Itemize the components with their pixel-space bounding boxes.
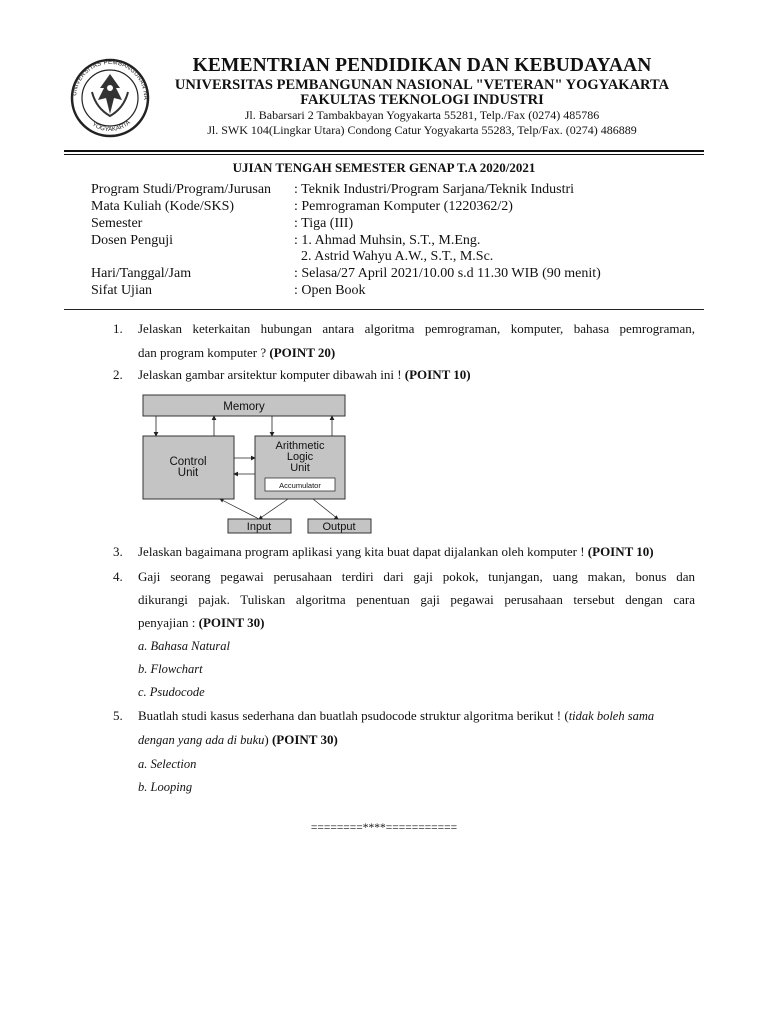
info-value: : Open Book: [294, 283, 366, 298]
question-number: 3.: [113, 544, 123, 559]
question-points: (POINT 20): [269, 345, 336, 360]
end-of-exam-mark: ========****===========: [310, 822, 458, 834]
question-text: dan program komputer ?: [138, 345, 270, 360]
arrow: [259, 499, 288, 519]
question-3: [0, 541, 768, 563]
option-item: b. Looping: [138, 780, 193, 794]
accumulator-label: Accumulator: [279, 481, 321, 490]
info-divider: [64, 309, 704, 310]
faculty-name: FAKULTAS TEKNOLOGI INDUSTRI: [300, 92, 544, 108]
alu-label: Unit: [290, 462, 310, 474]
question-text: Gaji seorang pegawai perusahaan terdiri dari gaji pokok, tunjangan, uang makan, bonus dan: [138, 569, 695, 584]
question-text: Jelaskan gambar arsitektur komputer dibawah ini !: [138, 367, 405, 382]
alu-label: Arithmetic: [275, 440, 325, 452]
address-line-2: Jl. SWK 104(Lingkar Utara) Condong Catur Yogyakarta 55283, Telp/Fax. (0274) 486889: [207, 123, 637, 137]
info-value: : Tiga (III): [294, 216, 354, 231]
address-line-1: Jl. Babarsari 2 Tambakbayan Yogyakarta 55281, Telp./Fax (0274) 485786: [244, 108, 600, 122]
control-unit-label: Control: [169, 456, 207, 468]
option-item: a. Selection: [138, 757, 197, 771]
question-5: [0, 705, 768, 795]
question-number: 4.: [113, 569, 123, 584]
memory-label: Memory: [223, 401, 265, 413]
question-text: Buatlah studi kasus sederhana dan buatlah psudocode struktur algoritma berikut ! (: [138, 708, 569, 723]
info-value: 2. Astrid Wahyu A.W., S.T., M.Sc.: [294, 249, 494, 264]
info-value: : Selasa/27 April 2021/10.00 s.d 11.30 WIB (90 menit): [294, 266, 601, 281]
control-unit-label: Unit: [177, 467, 199, 479]
question-4: [0, 566, 768, 699]
question-number: 5.: [113, 708, 123, 723]
question-number: 2.: [113, 367, 123, 382]
arrow: [313, 499, 338, 519]
alu-label: Logic: [286, 451, 314, 463]
question-note: dengan yang ada di buku: [138, 733, 265, 747]
question-points: (POINT 10): [587, 544, 654, 559]
question-note: tidak boleh sama: [568, 709, 655, 723]
exam-title: UJIAN TENGAH SEMESTER GENAP T.A 2020/2021: [232, 160, 536, 175]
info-key: Dosen Penguji: [91, 233, 174, 248]
option-item: a. Bahasa Natural: [138, 639, 231, 653]
question-text: ): [264, 732, 272, 747]
info-key: Hari/Tanggal/Jam: [91, 266, 192, 281]
info-value: : Pemrograman Komputer (1220362/2): [294, 199, 513, 214]
arrow: [220, 499, 259, 519]
question-points: (POINT 10): [404, 367, 471, 382]
question-number: 1.: [113, 321, 123, 336]
svg-text:YOGYAKARTA: YOGYAKARTA: [90, 119, 132, 134]
input-label: Input: [246, 521, 272, 533]
computer-architecture-diagram: [138, 390, 378, 540]
option-item: b. Flowchart: [138, 662, 203, 676]
output-label: Output: [322, 521, 356, 533]
question-text: dikurangi pajak. Tuliskan algoritma penentuan gaji pegawai perusahaan tersebut dengan cara: [138, 592, 695, 607]
question-points: (POINT 30): [271, 732, 338, 747]
info-value: : 1. Ahmad Muhsin, S.T., M.Eng.: [294, 233, 481, 248]
info-key: Semester: [91, 216, 143, 231]
university-name: UNIVERSITAS PEMBANGUNAN NASIONAL "VETERAN" YOGYAKARTA: [174, 77, 670, 93]
info-key: Mata Kuliah (Kode/SKS): [91, 199, 235, 214]
header-divider-thick: [64, 150, 704, 152]
question-points: (POINT 30): [198, 615, 265, 630]
question-2: [0, 364, 768, 386]
question-text: Jelaskan bagaimana program aplikasi yang kita buat dapat dijalankan oleh komputer !: [138, 544, 588, 559]
option-item: c. Psudocode: [138, 685, 205, 699]
ministry-name: KEMENTRIAN PENDIDIKAN DAN KEBUDAYAAN: [192, 55, 652, 76]
header-divider-thin: [64, 154, 704, 155]
question-text: Jelaskan keterkaitan hubungan antara algoritma pemrograman, komputer, bahasa pemrograman,: [138, 321, 695, 336]
question-1: [0, 318, 768, 368]
info-value: : Teknik Industri/Program Sarjana/Teknik Industri: [294, 182, 575, 197]
info-key: Sifat Ujian: [91, 283, 153, 298]
info-key: Program Studi/Program/Jurusan: [91, 182, 272, 197]
question-text: penyajian :: [138, 615, 199, 630]
svg-text:UNIVERSITAS PEMBANGUNAN NASION: UNIVERSITAS PEMBANGUNAN NA: [71, 59, 150, 100]
